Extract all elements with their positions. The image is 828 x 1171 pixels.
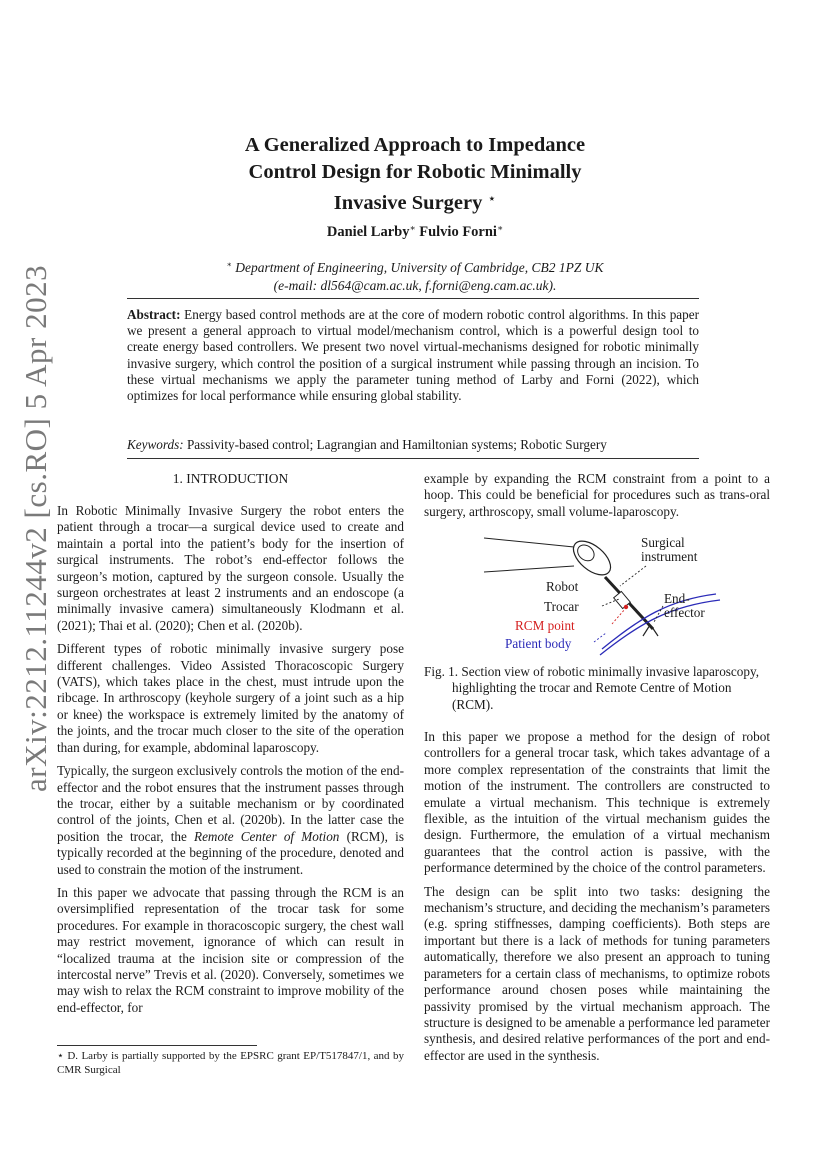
abstract-text: Energy based control methods are at the core of modern robotic control algorithms. In this paper we present a general approach to virtual model/mechanism control, which is a powerful design tool to create energy based controllers. We present two novel virtual-mechanisms designed for robotic minimally invasive surgery, which control the position of a surgical instrument while passing through an incision. To these virtual mechanisms we apply the parameter tuning method of Larby and Forni (2022), which optimizes for local performance while ensuring global stability. <box>127 307 699 404</box>
rcm-point-marker <box>624 605 628 609</box>
footnote-mark: ⋆ <box>57 1050 64 1062</box>
leader-patient <box>594 633 606 642</box>
right-column-bottom <box>424 729 770 1071</box>
footnote-text: D. Larby is partially supported by the EPSRC grant EP/T517847/1, and by CMR Surgical <box>57 1050 404 1076</box>
intro-paragraph-3: Typically, the surgeon exclusively controls the motion of the end-effector and the robot ensures that the instrument passes through the trocar, either by a suitable mechanism or by coordinated control of the joints, Chen et al. (2020b). In the latter case the position the trocar, the Remote Center of Motion (RCM), is typically recorded at the beginning of the procedure, denoted and used to constrain the motion of the instrument. <box>57 763 404 877</box>
caption-label: Fig. 1. <box>424 664 459 679</box>
left-column <box>57 503 404 1023</box>
footnote-rule <box>57 1045 257 1046</box>
label-rcm-point: RCM point <box>515 618 575 633</box>
arxiv-stamp: arXiv:2212.11244v2 [cs.RO] 5 Apr 2023 <box>18 264 53 792</box>
title-star: ⋆ <box>487 192 497 207</box>
keywords-text: Passivity-based control; Lagrangian and Hamiltonian systems; Robotic Surgery <box>186 437 607 452</box>
section-heading-introduction: 1. INTRODUCTION <box>172 471 289 486</box>
abstract-bottom-rule <box>127 458 699 459</box>
label-effector: effector <box>664 605 705 620</box>
author-mark-2: ∗ <box>496 223 504 233</box>
caption-text: Section view of robotic minimally invasive laparoscopy, highlighting the trocar and Remote Centre of Motion (RCM). <box>452 664 760 712</box>
end-effector-jaw-right <box>652 627 658 636</box>
title-line-3: Invasive Surgery <box>333 192 483 214</box>
robot-arm-upper-edge <box>484 538 574 547</box>
author-forni: Fulvio Forni <box>419 224 497 240</box>
affiliation-line-2: (e-mail: dl564@cam.ac.uk, f.forni@eng.cam.ac.uk). <box>273 278 557 293</box>
leader-surgical <box>620 566 646 586</box>
label-robot: Robot <box>546 579 579 594</box>
authors <box>180 223 650 241</box>
robot-arm-lower-edge <box>484 566 574 572</box>
intro-paragraph-4: In this paper we advocate that passing through the RCM is an oversimplified representation of the trocar task for some procedures. For example in thoracoscopic surgery, the chest wall may restrict movement, ignorance of which can result in “localized trauma at the incision site or compression of the intercostal nerve” Trevis et al. (2020). Conversely, sometimes we may wish to relax the RCM constraint to improve mobility of the end-effector, for <box>57 884 404 1015</box>
label-end: End- <box>664 591 690 606</box>
paper-title <box>180 132 650 217</box>
title-line-1: A Generalized Approach to Impedance <box>244 134 586 156</box>
affiliation <box>150 256 680 295</box>
abstract-label: Abstract: <box>127 307 181 322</box>
label-trocar: Trocar <box>544 599 579 614</box>
intro-paragraph-2: Different types of robotic minimally invasive surgery pose different challenges. Video Assisted Thoracoscopic Surgery (VATS), which takes place in the chest, must intrude upon the ribcage. In arthroscopy (keyhole surgery of a joint such as a hip or knee) the workspace is extremely limited by the anatomy of the joints, and the trocar much closer to the site of the operation than during, for example, abdominal laparoscopy. <box>57 641 404 755</box>
end-effector-jaw-left <box>643 625 650 636</box>
label-surgical: Surgical <box>641 535 685 550</box>
intro-paragraph-1: In Robotic Minimally Invasive Surgery the robot enters the patient through a trocar—a surgical device used to create and maintain a portal into the patient’s body for the insertion of surgical instruments. The robot’s end-effector follows the surgeon’s motion, captured by the surgeon console. Usually the surgeon orchestrates at least 2 instruments and an endoscope (a minimally invasive camera) simultaneously Klodmann et al. (2021); Thai et al. (2020); Chen et al. (2020b). <box>57 503 404 633</box>
author-mark-1: ∗ <box>409 223 416 233</box>
figure-caption <box>424 664 770 713</box>
affiliation-mark: ∗ <box>226 260 232 269</box>
abstract-top-rule <box>127 298 699 299</box>
footnote <box>57 1049 404 1077</box>
right-column-top <box>424 471 770 527</box>
label-instrument: instrument <box>641 549 698 564</box>
figure-1 <box>480 528 770 656</box>
label-patient-body: Patient body <box>505 636 572 651</box>
title-line-2: Control Design for Robotic Minimally <box>248 161 582 183</box>
rcm-term: Remote Center of Motion <box>194 828 340 844</box>
abstract <box>127 307 699 404</box>
keywords-label: Keywords: <box>127 437 184 452</box>
right-paragraph-2: In this paper we propose a method for the design of robot controllers for a general trocar task, which takes advantage of a more complex representation of the constraints that limit the motion of the instrument. The controllers are constructed to emulate a virtual mechanism. This technique is extremely flexible, as the intuition of the virtual mechanism guides the design. Furthermore, the emulation of a virtual mechanism guarantees that the control action is passive, with the performance determined by the choice of the control parameters. <box>424 729 770 876</box>
keywords <box>127 437 699 453</box>
author-larby: Daniel Larby <box>326 224 410 240</box>
leader-rcm <box>612 609 625 624</box>
right-paragraph-3: The design can be split into two tasks: designing the mechanism’s structure, and deciding the mechanism’s parameters (e.g. spring stiffnesses, damping coefficients). Both steps are important but there is a lack of methods for tuning parameters automatically, therefore we also present an approach to tuning parameters for a certain class of mechanisms, to optimize robots performance around chosen poses while maintaining the passivity promised by the virtual mechanism approach. The structure is designed to be amenable a performance led parameter synthesis, and desired relative performances of the port and end-effector are used in the synthesis. <box>424 883 771 1063</box>
right-paragraph-1: example by expanding the RCM constraint from a point to a hoop. This could be beneficial for procedures such as trans-oral surgery, arthroscopy, small volume-laparoscopy. <box>424 471 770 519</box>
instrument-housing <box>567 535 616 582</box>
affiliation-line-1: Department of Engineering, University of Cambridge, CB2 1PZ UK <box>235 260 604 275</box>
